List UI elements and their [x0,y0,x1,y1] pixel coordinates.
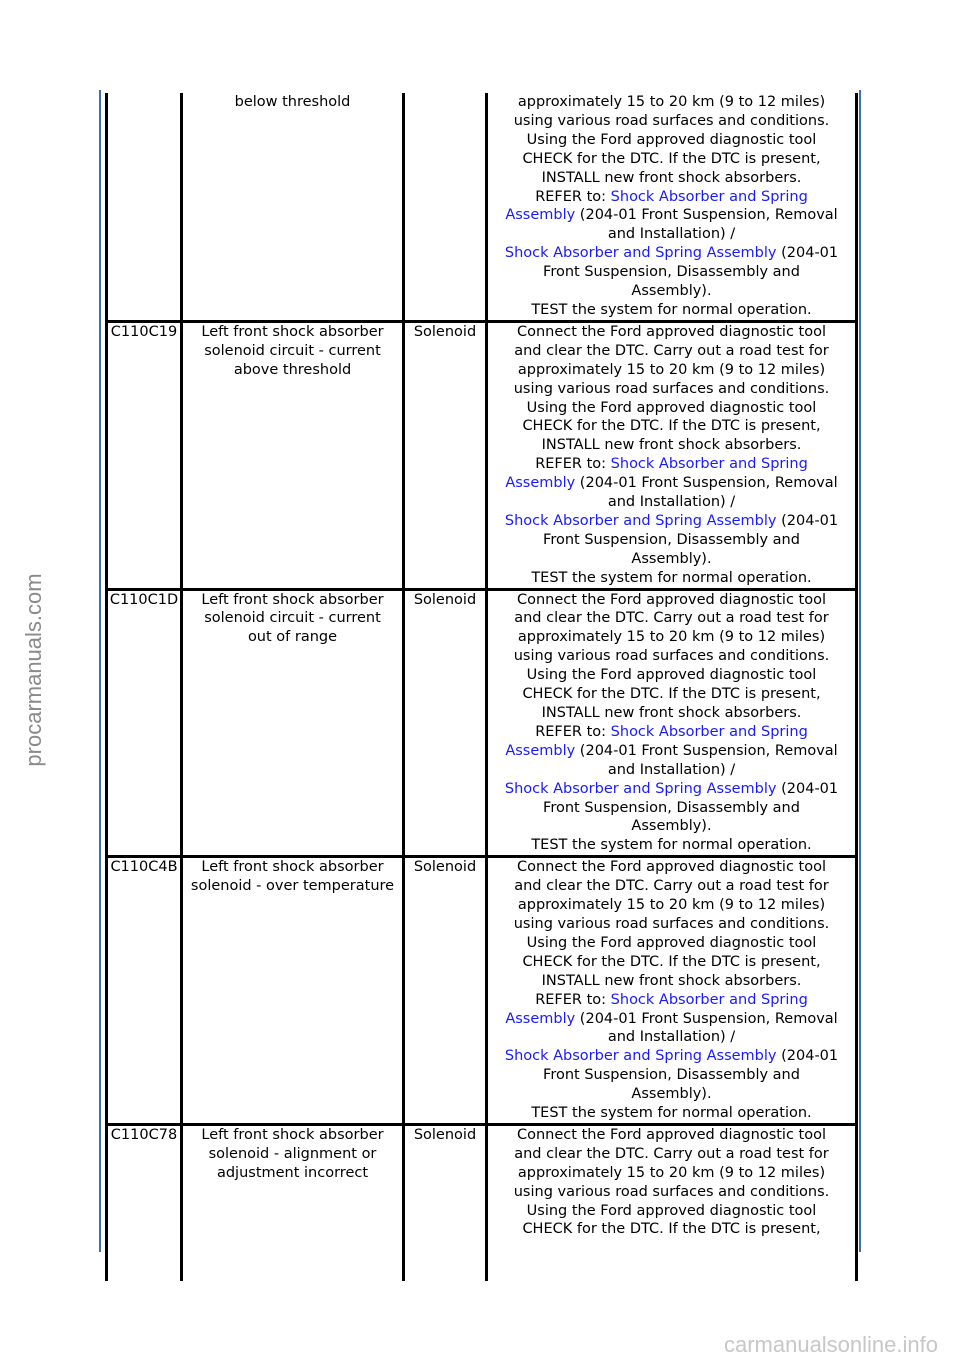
action-cell [487,321,857,589]
action-text: using various road surfaces and conditions. [513,112,830,129]
action-text: Using the Ford approved diagnostic tool [526,934,817,951]
action-line [488,1126,855,1145]
watermark-left-text: procarmanuals.com [21,573,46,767]
description-line: Left front shock absorber [201,1126,384,1143]
action-line [488,817,855,836]
action-line [488,282,855,301]
action-text: and clear the DTC. Carry out a road test for [514,342,829,359]
dtc-code-cell [107,589,182,857]
action-line [488,301,855,320]
action-line [488,647,855,666]
action-text: Connect the Ford approved diagnostic tool [517,859,826,876]
action-line [488,761,855,780]
dtc-code-cell [107,321,182,589]
table-row [107,321,857,589]
action-line [488,263,855,282]
action-line [488,1066,855,1085]
dtc-table [105,93,858,1281]
action-text: Using the Ford approved diagnostic tool [526,399,817,416]
dtc-code: C110C78 [110,1126,178,1143]
action-line [488,225,855,244]
dtc-code-cell [107,1124,182,1281]
action-line [488,1164,855,1183]
component-cell [404,857,487,1125]
action-line [488,474,855,493]
action-text: REFER to: [535,991,611,1008]
action-text: (204-01 [776,1048,839,1065]
component-cell [404,321,487,589]
action-line [488,896,855,915]
action-line [488,188,855,207]
action-text: Front Suspension, Disassembly and [543,1067,800,1084]
reference-link[interactable]: Assembly [505,742,576,759]
reference-link[interactable]: Assembly [505,1010,576,1027]
right-margin-rule [859,90,861,1252]
action-text: INSTALL new front shock absorbers. [541,437,802,454]
action-text: (204-01 Front Suspension, Removal [575,207,838,224]
action-text: CHECK for the DTC. If the DTC is present, [522,150,821,167]
reference-link[interactable]: Shock Absorber and Spring Assembly [504,1048,777,1065]
component-label: Solenoid [413,323,477,340]
description-line: solenoid - alignment or [208,1145,377,1162]
action-text: Connect the Ford approved diagnostic tool [517,1126,826,1143]
action-line [488,131,855,150]
action-text: INSTALL new front shock absorbers. [541,972,802,989]
description-line: solenoid circuit - current [204,342,381,359]
action-line [488,953,855,972]
action-text: Using the Ford approved diagnostic tool [526,1202,817,1219]
action-text: Using the Ford approved diagnostic tool [526,667,817,684]
action-text: REFER to: [535,723,611,740]
action-text: and clear the DTC. Carry out a road test for [514,878,829,895]
action-line [488,704,855,723]
action-line [488,1085,855,1104]
action-line [488,455,855,474]
action-line [488,1047,855,1066]
description-line: out of range [247,629,338,646]
action-text: using various road surfaces and conditions. [513,1183,830,1200]
action-line [488,742,855,761]
action-line [488,609,855,628]
component-label: Solenoid [413,1126,477,1143]
action-cell [487,857,857,1125]
description-line: above threshold [233,361,352,378]
action-line [488,723,855,742]
action-line [488,1028,855,1047]
action-line [488,915,855,934]
action-text: (204-01 [776,780,839,797]
action-text: Assembly). [631,550,712,567]
description-line: below threshold [234,94,351,110]
action-text: Assembly). [631,818,712,835]
table-row [107,857,857,1125]
action-text: approximately 15 to 20 km (9 to 12 miles) [517,629,826,646]
reference-link[interactable]: Shock Absorber and Spring [610,991,808,1008]
action-line [488,628,855,647]
dtc-table-body [107,93,857,1281]
action-cell [487,1124,857,1281]
action-line [488,799,855,818]
action-text: (204-01 [776,512,839,529]
component-label: Solenoid [413,859,477,876]
action-line [488,972,855,991]
reference-link[interactable]: Shock Absorber and Spring [610,723,808,740]
reference-link[interactable]: Shock Absorber and Spring [610,456,808,473]
action-text: Assembly). [631,1086,712,1103]
action-line [488,666,855,685]
action-line [488,417,855,436]
action-text: and Installation) / [607,761,736,778]
action-text: INSTALL new front shock absorbers. [541,169,802,186]
action-text: (204-01 [776,245,839,262]
watermark-left [14,470,54,870]
table-row [107,1124,857,1281]
action-text: CHECK for the DTC. If the DTC is present, [522,1221,821,1238]
watermark-bottom: carmanualsonline.info [723,1332,938,1357]
action-line [488,1202,855,1221]
action-text: (204-01 Front Suspension, Removal [575,742,838,759]
component-label: Solenoid [413,591,477,608]
description-cell [182,857,404,1125]
action-line [488,244,855,263]
action-line [488,934,855,953]
dtc-code: C110C1D [109,591,179,608]
description-line: adjustment incorrect [216,1164,369,1181]
action-line [488,206,855,225]
action-line [488,399,855,418]
dtc-code-cell [107,93,182,321]
reference-link[interactable]: Shock Absorber and Spring [610,188,808,205]
action-line [488,991,855,1010]
action-line [488,1220,855,1239]
action-text: approximately 15 to 20 km (9 to 12 miles) [517,1164,826,1181]
action-text: and clear the DTC. Carry out a road test for [514,610,829,627]
action-text: REFER to: [535,188,611,205]
reference-link[interactable]: Assembly [505,475,576,492]
action-line [488,877,855,896]
action-text: Front Suspension, Disassembly and [543,531,800,548]
action-line [488,858,855,877]
action-line [488,169,855,188]
description-line: Left front shock absorber [201,591,384,608]
action-line [488,512,855,531]
action-text: REFER to: [535,456,611,473]
action-line [488,493,855,512]
action-line [488,569,855,588]
action-text: CHECK for the DTC. If the DTC is present, [522,686,821,703]
action-text: CHECK for the DTC. If the DTC is present, [522,953,821,970]
action-line [488,342,855,361]
action-line [488,1010,855,1029]
action-line [488,112,855,131]
action-line [488,93,855,112]
description-cell [182,589,404,857]
action-line [488,436,855,455]
action-line [488,836,855,855]
action-cell [487,93,857,321]
action-text: approximately 15 to 20 km (9 to 12 miles) [517,897,826,914]
action-text: Connect the Ford approved diagnostic tool [517,323,826,340]
dtc-code-cell [107,857,182,1125]
action-text: Front Suspension, Disassembly and [543,799,800,816]
action-text: using various road surfaces and conditions. [513,648,830,665]
description-line: solenoid circuit - current [204,610,381,627]
action-text: approximately 15 to 20 km (9 to 12 miles) [517,361,826,378]
action-line [488,685,855,704]
action-text: (204-01 Front Suspension, Removal [575,475,838,492]
action-line [488,361,855,380]
reference-link[interactable]: Shock Absorber and Spring Assembly [504,512,777,529]
action-line [488,1104,855,1123]
action-cell [487,589,857,857]
action-text: and Installation) / [607,494,736,511]
table-row [107,589,857,857]
action-line [488,150,855,169]
action-line [488,1145,855,1164]
action-text: Using the Ford approved diagnostic tool [526,131,817,148]
action-text: Front Suspension, Disassembly and [543,264,800,281]
action-line [488,550,855,569]
action-text: and Installation) / [607,1029,736,1046]
description-cell [182,93,404,321]
action-text: Connect the Ford approved diagnostic tool [517,591,826,608]
component-cell [404,93,487,321]
description-line: Left front shock absorber [201,859,384,876]
action-text: (204-01 Front Suspension, Removal [575,1010,838,1027]
left-margin-rule [99,90,101,1252]
action-line [488,380,855,399]
table-row [107,93,857,321]
action-text: using various road surfaces and conditions. [513,915,830,932]
dtc-code: C110C19 [110,323,178,340]
action-text: and Installation) / [607,226,736,243]
action-text: CHECK for the DTC. If the DTC is present, [522,418,821,435]
action-line [488,780,855,799]
component-cell [404,1124,487,1281]
component-cell [404,589,487,857]
action-line [488,323,855,342]
action-text: TEST the system for normal operation. [531,1105,812,1122]
action-line [488,1183,855,1202]
action-text: TEST the system for normal operation. [531,837,812,854]
action-text: and clear the DTC. Carry out a road test for [514,1145,829,1162]
action-text: TEST the system for normal operation. [531,301,812,318]
reference-link[interactable]: Assembly [505,207,576,224]
action-text: Assembly). [631,283,712,300]
action-text: TEST the system for normal operation. [531,569,812,586]
reference-link[interactable]: Shock Absorber and Spring Assembly [504,780,777,797]
action-text: approximately 15 to 20 km (9 to 12 miles) [517,94,826,110]
dtc-code: C110C4B [110,859,178,876]
description-cell [182,1124,404,1281]
action-line [488,591,855,610]
description-line: Left front shock absorber [201,323,384,340]
action-text: using various road surfaces and conditions. [513,380,830,397]
description-cell [182,321,404,589]
action-text: INSTALL new front shock absorbers. [541,705,802,721]
reference-link[interactable]: Shock Absorber and Spring Assembly [504,245,777,262]
action-line [488,531,855,550]
description-line: solenoid - over temperature [190,878,395,895]
